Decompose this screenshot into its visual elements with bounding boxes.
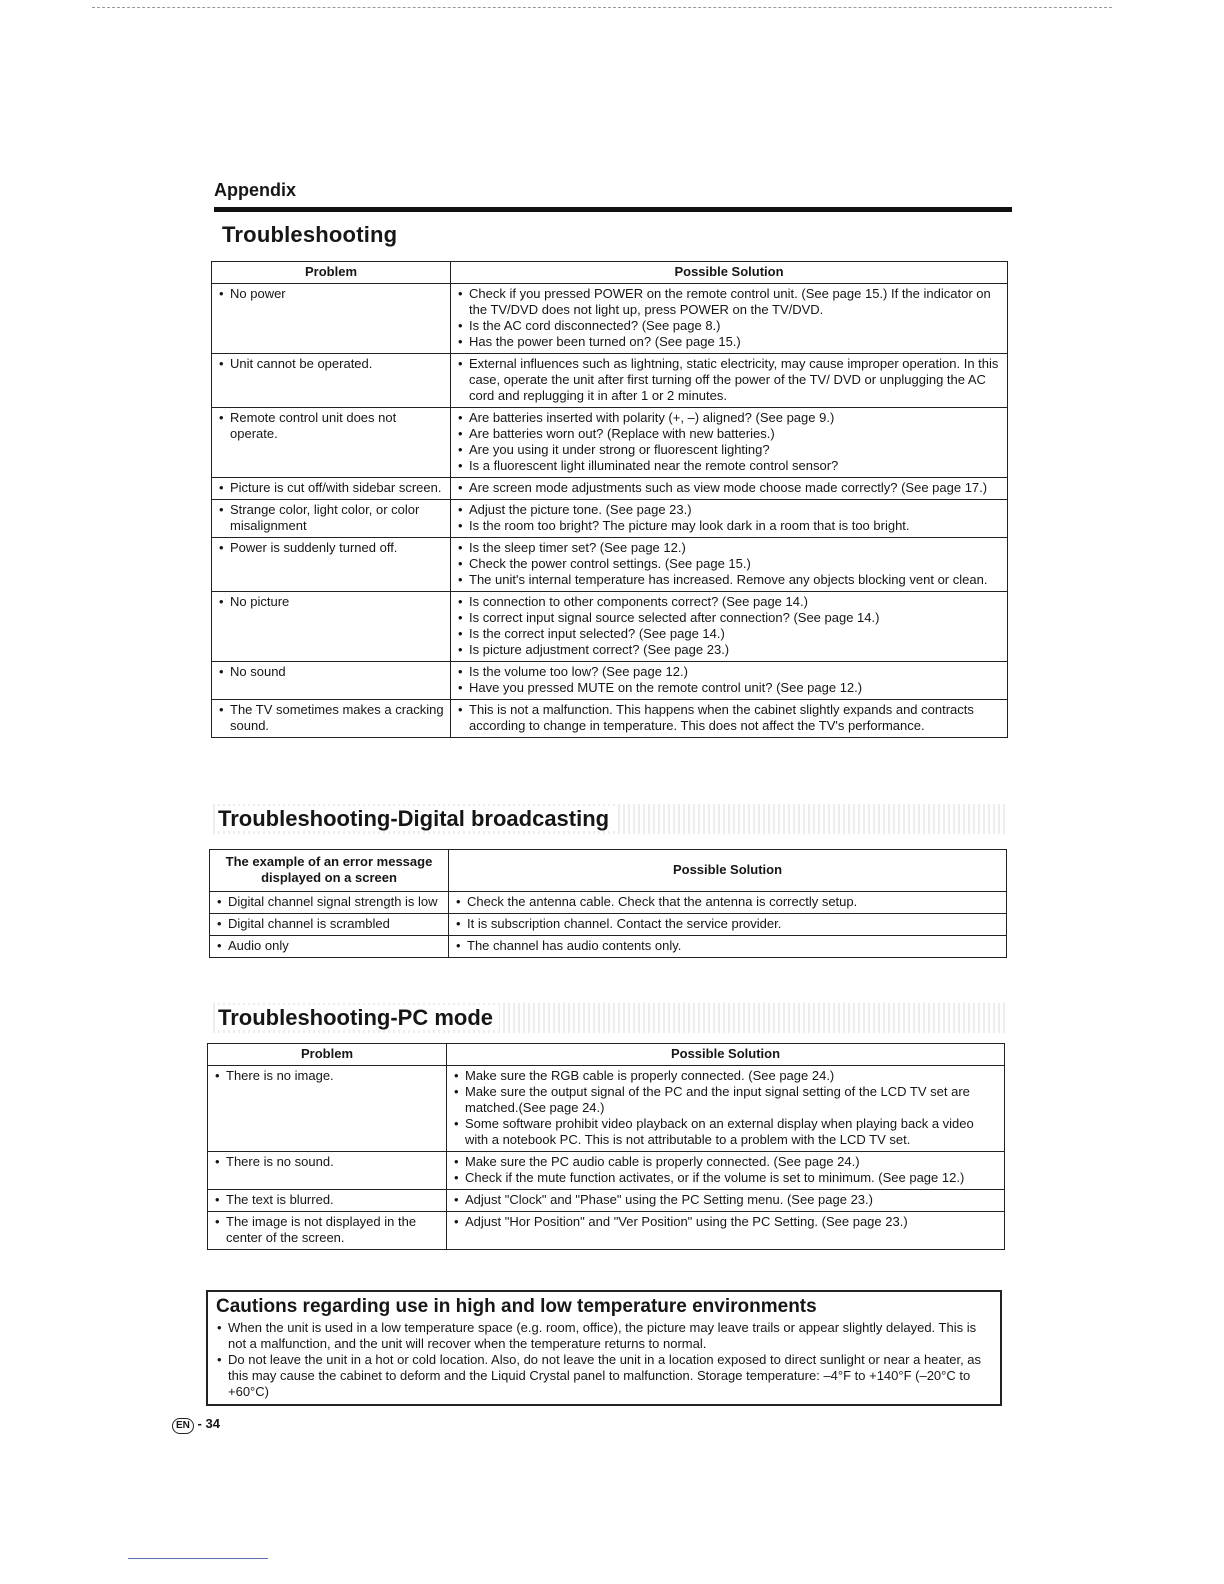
- language-badge: EN: [172, 1418, 194, 1434]
- bullet-item: • Is the room too bright? The picture may look dark in a room that is too bright.: [457, 518, 1001, 534]
- bullet-item: • Adjust "Hor Position" and "Ver Position" using the PC Setting. (See page 23.): [453, 1214, 998, 1230]
- bullet-item: • Strange color, light color, or color misalignment: [218, 502, 444, 534]
- page-number: [172, 1416, 220, 1434]
- solution-cell: [451, 478, 1008, 500]
- col-header-error-message: The example of an error message displayed on a screen: [210, 850, 449, 892]
- bullet-item: • There is no image.: [214, 1068, 440, 1084]
- problem-cell: [212, 500, 451, 538]
- bullet-item: • Make sure the RGB cable is properly connected. (See page 24.): [453, 1068, 998, 1084]
- solution-cell: [447, 1212, 1005, 1250]
- col-header-problem: Problem: [208, 1044, 447, 1066]
- bullet-item: • Adjust the picture tone. (See page 23.): [457, 502, 1001, 518]
- table-row: [212, 538, 1008, 592]
- cautions-box: [206, 1290, 1002, 1406]
- bullet-item: • Are you using it under strong or fluorescent lighting?: [457, 442, 1001, 458]
- col-header-problem: Problem: [212, 262, 451, 284]
- problem-cell: [208, 1212, 447, 1250]
- scan-bottom-line: [128, 1558, 268, 1559]
- table-row: [208, 1066, 1005, 1152]
- bullet-item: • No power: [218, 286, 444, 302]
- bullet-item: • The unit's internal temperature has increased. Remove any objects blocking vent or clean.: [457, 572, 1001, 588]
- problem-cell: [212, 592, 451, 662]
- bullet-item: • Make sure the PC audio cable is properly connected. (See page 24.): [453, 1154, 998, 1170]
- bullet-item: • Is correct input signal source selected after connection? (See page 14.): [457, 610, 1001, 626]
- bullet-item: • Have you pressed MUTE on the remote control unit? (See page 12.): [457, 680, 1001, 696]
- bullet-item: • This is not a malfunction. This happens when the cabinet slightly expands and contracts according to change in temperature. This does not affect the TV's performance.: [457, 702, 1001, 734]
- bullet-item: • Has the power been turned on? (See page 15.): [457, 334, 1001, 350]
- bullet-item: • Check if you pressed POWER on the remote control unit. (See page 15.) If the indicator on the TV/DVD does not light up, press POWER on the TV/DVD.: [457, 286, 1001, 318]
- solution-cell: [449, 936, 1007, 958]
- solution-cell: [451, 354, 1008, 408]
- troubleshooting-table: [211, 261, 1008, 738]
- bullet-item: • Check the power control settings. (See page 15.): [457, 556, 1001, 572]
- pc-troubleshooting-table: [207, 1043, 1005, 1250]
- bullet-item: • Are batteries inserted with polarity (+, –) aligned? (See page 9.): [457, 410, 1001, 426]
- table-row: [212, 408, 1008, 478]
- solution-cell: [447, 1152, 1005, 1190]
- table-row: [212, 700, 1008, 738]
- problem-cell: [210, 914, 449, 936]
- table-row: [208, 1190, 1005, 1212]
- section-label: Appendix: [214, 180, 297, 200]
- table-row: [212, 592, 1008, 662]
- bullet-item: • When the unit is used in a low temperature space (e.g. room, office), the picture may leave trails or appear slightly delayed. This is not a malfunction, and the unit will recover when the temperature returns to normal.: [216, 1320, 992, 1352]
- bullet-item: • Some software prohibit video playback on an external display when playing back a video with a notebook PC. This is not attributable to a problem with the LCD TV set.: [453, 1116, 998, 1148]
- bullet-item: • Unit cannot be operated.: [218, 356, 444, 372]
- problem-cell: [212, 354, 451, 408]
- bullet-item: • Do not leave the unit in a hot or cold location. Also, do not leave the unit in a location exposed to direct sunlight or near a heater, as this may cause the cabinet to deform and the Liquid Crystal panel to malfunction. Storage temperature: –4°F to +140°F (–20°C to +60°C): [216, 1352, 992, 1400]
- bullet-item: • Are screen mode adjustments such as view mode choose made correctly? (See page 17.): [457, 480, 1001, 496]
- bullet-item: • The image is not displayed in the center of the screen.: [214, 1214, 440, 1246]
- table-row: [208, 1152, 1005, 1190]
- problem-cell: [208, 1066, 447, 1152]
- problem-cell: [212, 700, 451, 738]
- table-row: [210, 936, 1007, 958]
- solution-cell: [451, 700, 1008, 738]
- solution-cell: [449, 914, 1007, 936]
- table-row: [212, 662, 1008, 700]
- bullet-item: • Digital channel signal strength is low: [216, 894, 442, 910]
- bullet-item: • Check if the mute function activates, or if the volume is set to minimum. (See page 12.): [453, 1170, 998, 1186]
- bullet-item: • Is the sleep timer set? (See page 12.): [457, 540, 1001, 556]
- problem-cell: [208, 1152, 447, 1190]
- cautions-title: Cautions regarding use in high and low temperature environments: [216, 1296, 817, 1317]
- bullet-item: • Is the volume too low? (See page 12.): [457, 664, 1001, 680]
- bullet-item: • Adjust "Clock" and "Phase" using the PC Setting menu. (See page 23.): [453, 1192, 998, 1208]
- col-header-solution: Possible Solution: [451, 262, 1008, 284]
- table-row: [210, 892, 1007, 914]
- problem-cell: [208, 1190, 447, 1212]
- bullet-item: • External influences such as lightning, static electricity, may cause improper operation. In this case, operate the unit after first turning off the power of the TV/ DVD or unplugging the AC cord and replugging it in after 1 or 2 minutes.: [457, 356, 1001, 404]
- problem-cell: [212, 284, 451, 354]
- table-row: [212, 284, 1008, 354]
- bullet-item: • Picture is cut off/with sidebar screen.: [218, 480, 444, 496]
- troubleshooting-title: Troubleshooting: [222, 222, 398, 247]
- bullet-item: • Power is suddenly turned off.: [218, 540, 444, 556]
- bullet-item: • It is subscription channel. Contact the service provider.: [455, 916, 1000, 932]
- header-rule: [214, 207, 1012, 212]
- bullet-item: • No picture: [218, 594, 444, 610]
- bullet-item: • Remote control unit does not operate.: [218, 410, 444, 442]
- table-row: [210, 914, 1007, 936]
- solution-cell: [451, 408, 1008, 478]
- table-row: [212, 354, 1008, 408]
- problem-cell: [212, 478, 451, 500]
- bullet-item: • Is connection to other components correct? (See page 14.): [457, 594, 1001, 610]
- bullet-item: • Make sure the output signal of the PC and the input signal setting of the LCD TV set are matched.(See page 24.): [453, 1084, 998, 1116]
- bullet-item: • Are batteries worn out? (Replace with new batteries.): [457, 426, 1001, 442]
- bullet-item: • Is the correct input selected? (See page 14.): [457, 626, 1001, 642]
- bullet-item: • Is a fluorescent light illuminated near the remote control sensor?: [457, 458, 1001, 474]
- solution-cell: [451, 538, 1008, 592]
- bullet-item: • There is no sound.: [214, 1154, 440, 1170]
- col-header-solution: Possible Solution: [447, 1044, 1005, 1066]
- bullet-item: • The channel has audio contents only.: [455, 938, 1000, 954]
- solution-cell: [451, 500, 1008, 538]
- page-number-text: - 34: [197, 1416, 220, 1431]
- digital-troubleshooting-table: [209, 849, 1007, 958]
- bullet-item: • Is picture adjustment correct? (See page 23.): [457, 642, 1001, 658]
- table-row: [212, 500, 1008, 538]
- solution-cell: [451, 592, 1008, 662]
- bullet-item: • The TV sometimes makes a cracking sound.: [218, 702, 444, 734]
- pc-section-heading: Troubleshooting-PC mode: [210, 1003, 1006, 1033]
- problem-cell: [212, 662, 451, 700]
- bullet-item: • The text is blurred.: [214, 1192, 440, 1208]
- bullet-item: • Check the antenna cable. Check that the antenna is correctly setup.: [455, 894, 1000, 910]
- digital-section-heading: Troubleshooting-Digital broadcasting: [210, 804, 1006, 834]
- problem-cell: [210, 936, 449, 958]
- col-header-solution: Possible Solution: [449, 850, 1007, 892]
- bullet-item: • Digital channel is scrambled: [216, 916, 442, 932]
- table-row: [212, 478, 1008, 500]
- table-row: [208, 1212, 1005, 1250]
- solution-cell: [451, 662, 1008, 700]
- solution-cell: [447, 1190, 1005, 1212]
- bullet-item: • Is the AC cord disconnected? (See page 8.): [457, 318, 1001, 334]
- solution-cell: [451, 284, 1008, 354]
- bullet-item: • No sound: [218, 664, 444, 680]
- solution-cell: [447, 1066, 1005, 1152]
- solution-cell: [449, 892, 1007, 914]
- cautions-list: [216, 1320, 992, 1400]
- problem-cell: [210, 892, 449, 914]
- scan-top-line: [92, 7, 1112, 8]
- problem-cell: [212, 408, 451, 478]
- problem-cell: [212, 538, 451, 592]
- bullet-item: • Audio only: [216, 938, 442, 954]
